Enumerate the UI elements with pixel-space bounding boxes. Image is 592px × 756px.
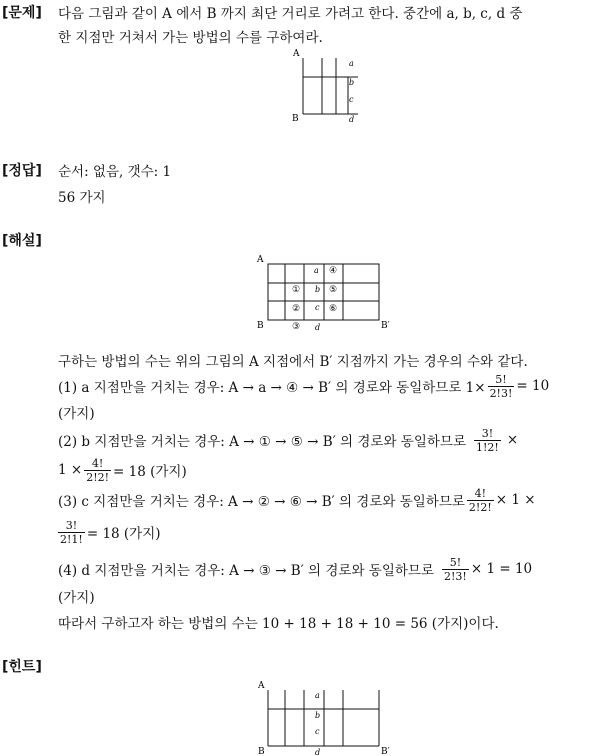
fraction-denominator: 2!1! <box>60 532 83 546</box>
answer-line-1: 순서: 없음, 갯수: 1 <box>58 164 172 180</box>
fig3-label-b: b <box>315 711 321 720</box>
fig3-label-A: A <box>258 681 265 691</box>
case-4-result: × 1 = 10 <box>470 561 533 577</box>
problem-grid-figure <box>288 46 368 126</box>
fig3-label-c: c <box>315 727 320 736</box>
fig2-label-Bprime: B′ <box>381 321 390 331</box>
case-4-fraction <box>442 556 469 583</box>
case-3-mid: × 1 × <box>495 492 536 508</box>
case-1-line <box>58 366 549 406</box>
case-4-unit: (가지) <box>58 590 95 606</box>
case-1-unit: (가지) <box>58 406 95 422</box>
solution-tag: [해설] <box>2 233 42 249</box>
fig3-label-B: B <box>258 747 265 756</box>
case-3-fraction-2 <box>58 519 85 546</box>
problem-tag: [문제] <box>2 5 42 21</box>
fraction-numerator: 4! <box>467 487 494 501</box>
case-3-fraction-1 <box>467 487 494 514</box>
fraction-denominator: 2!2! <box>86 470 110 484</box>
answer-tag: [정답] <box>2 163 42 179</box>
fig2-label-5: ⑤ <box>329 285 338 295</box>
case-4-line <box>58 549 532 589</box>
fraction-numerator: 3! <box>474 427 501 441</box>
fig1-label-a: a <box>349 59 354 68</box>
solution-intro: 구하는 방법의 수는 위의 그림의 A 지점에서 B′ 지점까지 가는 경우의 수와 같다. <box>58 354 528 370</box>
fraction-numerator: 4! <box>84 457 111 471</box>
fig2-label-A: A <box>257 255 264 265</box>
case-1-fraction <box>488 373 515 400</box>
fig3-label-a: a <box>315 691 320 700</box>
fig1-label-B: B <box>292 114 299 124</box>
case-3-result: = 18 (가지) <box>86 526 161 542</box>
case-1-text: (1) a 지점만을 거치는 경우: A → a → ④ → B′ 의 경로와 동일하므로 1× <box>58 380 486 396</box>
fig1-label-c: c <box>349 95 354 104</box>
fraction-denominator: 2!3! <box>489 386 513 400</box>
solution-conclusion: 따라서 구하고자 하는 방법의 수는 10 + 18 + 18 + 10 = 56 (가지)이다. <box>58 616 499 632</box>
fraction-denominator: 2!3! <box>444 569 467 583</box>
fig3-label-d: d <box>315 748 321 756</box>
fraction-denominator: 1!2! <box>476 440 499 454</box>
case-2-fraction-1 <box>474 427 501 454</box>
fig2-label-6: ⑥ <box>329 304 338 314</box>
fraction-numerator: 5! <box>488 373 515 387</box>
fig2-label-c: c <box>315 303 320 312</box>
case-1-result: = 10 <box>516 378 550 394</box>
answer-line-2: 56 가지 <box>58 190 106 206</box>
fig1-label-b: b <box>349 78 355 87</box>
case-2-text: (2) b 지점만을 거치는 경우: A → ① → ⑤ → B′ 의 경로와 동일하므로 <box>58 434 467 450</box>
hint-tag: [힌트] <box>2 659 42 675</box>
fraction-numerator: 5! <box>442 556 469 570</box>
fig1-label-d: d <box>349 115 355 124</box>
fig2-label-3: ③ <box>292 322 301 332</box>
solution-grid-figure <box>254 252 400 334</box>
case-4-text: (4) d 지점만을 거치는 경우: A → ③ → B′ 의 경로와 동일하므로 <box>58 563 435 579</box>
fig1-label-A: A <box>293 49 300 59</box>
case-2-times: × <box>506 432 519 448</box>
hint-grid-figure <box>254 678 400 756</box>
fig3-label-Bprime: B′ <box>381 747 390 756</box>
case-2-prefix: 1 × <box>58 462 83 478</box>
problem-line-2: 한 지점만 거쳐서 가는 방법의 수를 구하여라. <box>58 30 323 46</box>
fig2-label-a: a <box>314 266 319 275</box>
case-2-result: = 18 (가지) <box>113 464 187 480</box>
fig2-label-2: ② <box>292 304 301 314</box>
problem-line-1: 다음 그림과 같이 A 에서 B 까지 최단 거리로 가려고 한다. 중간에 a, b, c, d 중 <box>58 6 523 22</box>
fig2-label-1: ① <box>292 285 301 295</box>
case-3-text: (3) c 지점만을 거치는 경우: A → ② → ⑥ → B′ 의 경로와 동일하므로 <box>58 494 465 510</box>
fig2-label-d: d <box>315 323 321 332</box>
fraction-denominator: 2!2! <box>468 500 492 514</box>
fig2-label-B: B <box>257 321 264 331</box>
fig2-label-4: ④ <box>329 266 338 276</box>
case-3-line-2 <box>58 512 161 552</box>
fig2-label-b: b <box>315 285 321 294</box>
fraction-numerator: 3! <box>58 519 85 533</box>
